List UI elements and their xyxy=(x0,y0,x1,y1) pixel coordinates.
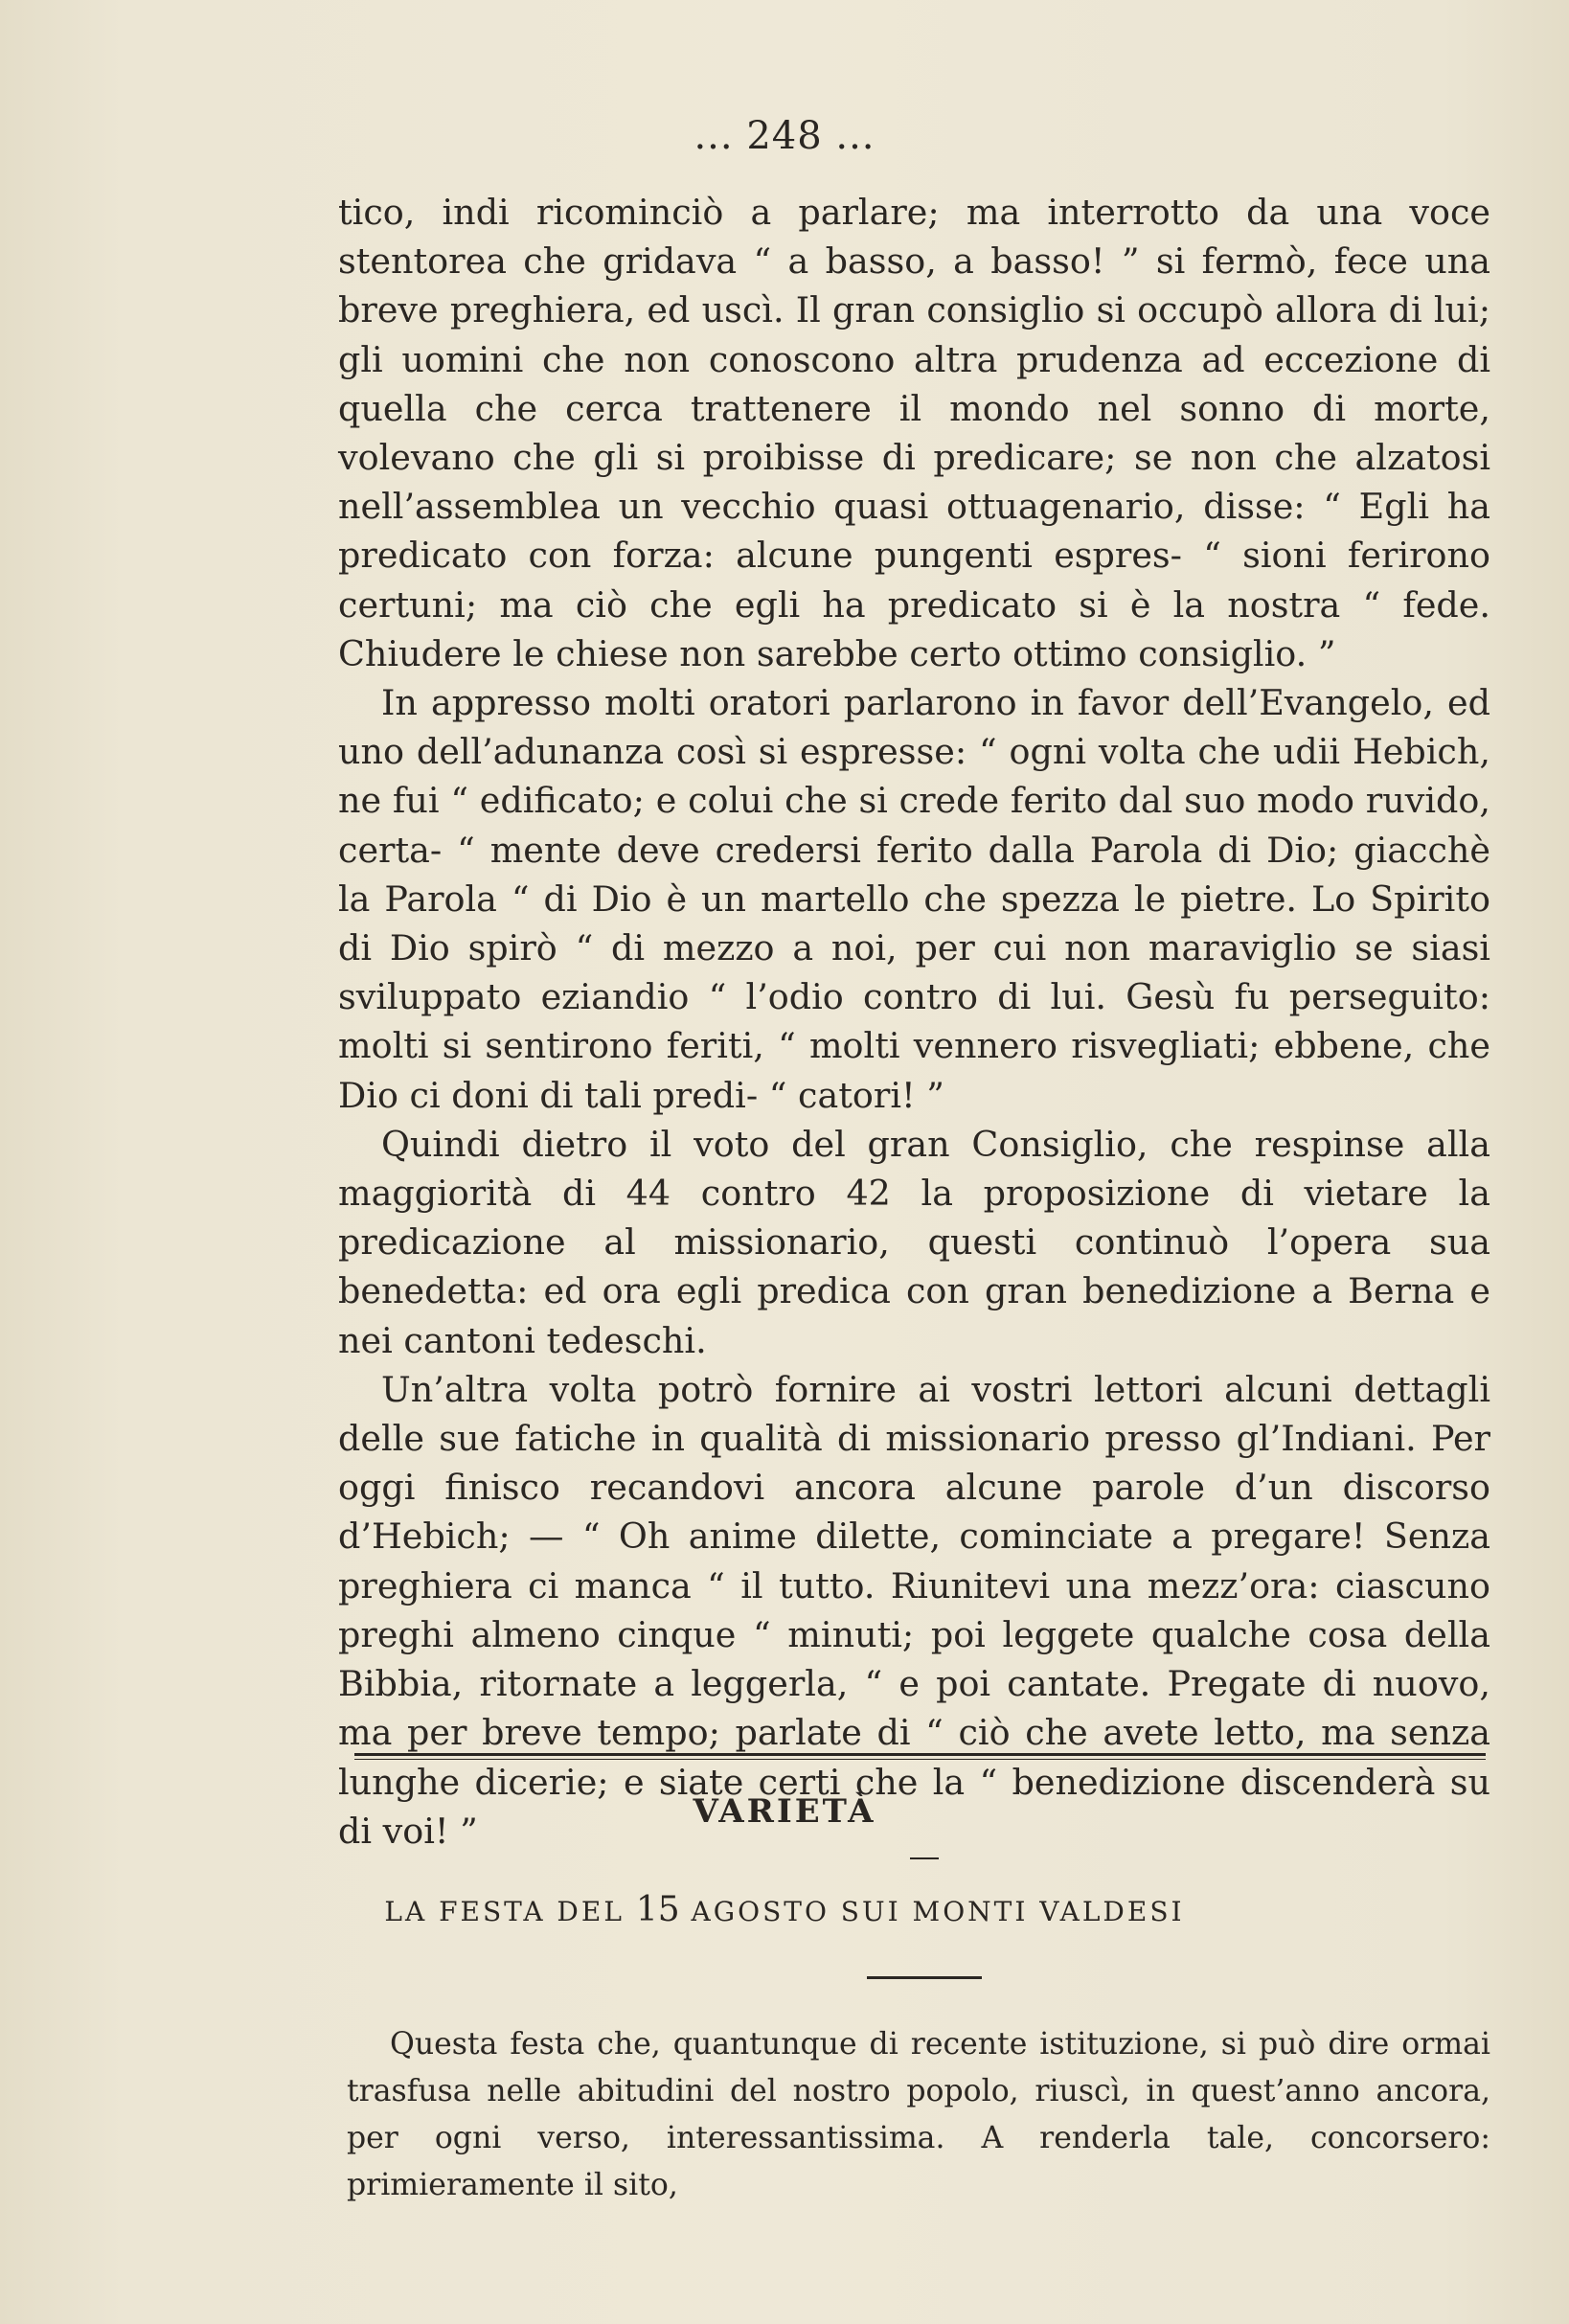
paragraph-2: In appresso molti oratori parlarono in favor dell’Evangelo, ed uno dell’adunanza così si espresse: “ ogni volta che udii Hebich, ne fui “ edificato; e colui che si crede ferito dal suo modo ruvido, certa- “ mente deve credersi ferito dalla Parola di Dio; giacchè la Parola “ di Dio è un martello che spezza le pietre. Lo Spirito di Dio spirò “ di mezzo a noi, per cui non maraviglio se siasi sviluppato eziandio “ l’odio contro di lui. Gesù fu perseguito: molti si sentirono feriti, “ molti vennero risvegliati; ebbene, che Dio ci doni di tali predi- “ catori! ” xyxy=(338,682,1490,1116)
page-number: ... 248 ... xyxy=(694,114,875,158)
subtitle-part-2: AGOSTO SUI MONTI VALDESI xyxy=(679,1896,1185,1927)
main-body-text xyxy=(338,188,1490,1856)
section-title: VARIETÀ xyxy=(693,1792,876,1831)
article-text xyxy=(347,2021,1490,2209)
title-dash xyxy=(910,1857,939,1859)
subtitle-number: 15 xyxy=(635,1890,680,1929)
subtitle-rule xyxy=(867,1976,982,1979)
article-subtitle xyxy=(0,1883,1569,1939)
paragraph-1: tico, indi ricominciò a parlare; ma interrotto da una voce stentorea che gridava “ a basso, a basso! ” si fermò, fece una breve preghiera, ed uscì. Il gran consiglio si occupò allora di lui; gli uomini che non conoscono altra prudenza ad eccezione di quella che cerca trattenere il mondo nel sonno di morte, volevano che gli si proibisse di predicare; se non che alzatosi nell’assemblea un vecchio quasi ottuagenario, disse: “ Egli ha predicato con forza: alcune pungenti espres- “ sioni ferirono certuni; ma ciò che egli ha predicato si è la nostra “ fede. Chiudere le chiese non sarebbe certo ottimo consiglio. ” xyxy=(338,192,1490,674)
article-paragraph: Questa festa che, quantunque di recente istituzione, si può dire ormai trasfusa nelle abitudini del nostro popolo, riuscì, in quest’anno ancora, per ogni verso, interessantissima. A renderla tale, concorsero: primieramente il sito, xyxy=(347,2027,1490,2202)
subtitle-part-1: LA FESTA DEL xyxy=(384,1896,636,1927)
section-divider xyxy=(354,1753,1486,1760)
paragraph-4: Un’altra volta potrò fornire ai vostri lettori alcuni dettagli delle sue fatiche in qualità di missionario presso gl’Indiani. Per oggi finisco recandovi ancora alcune parole d’un discorso d’Hebich; — “ Oh anime dilette, cominciate a pregare! Senza preghiera ci manca “ il tutto. Riunitevi una mezz’ora: ciascuno preghi almeno cinque “ minuti; poi leggete qualche cosa della Bibbia, ritornate a leggerla, “ e poi cantate. Pregate di nuovo, ma per breve tempo; parlate di “ ciò che avete letto, ma senza lunghe dicerie; e siate certi che la “ benedizione discenderà su di voi! ” xyxy=(338,1368,1490,1852)
paragraph-3: Quindi dietro il voto del gran Consiglio, che respinse alla maggiorità di 44 contro 42 la proposizione di vietare la predicazione al missionario, questi continuò l’opera sua benedetta: ed ora egli predica con gran benedizione a Berna e nei cantoni tedeschi. xyxy=(338,1123,1490,1361)
